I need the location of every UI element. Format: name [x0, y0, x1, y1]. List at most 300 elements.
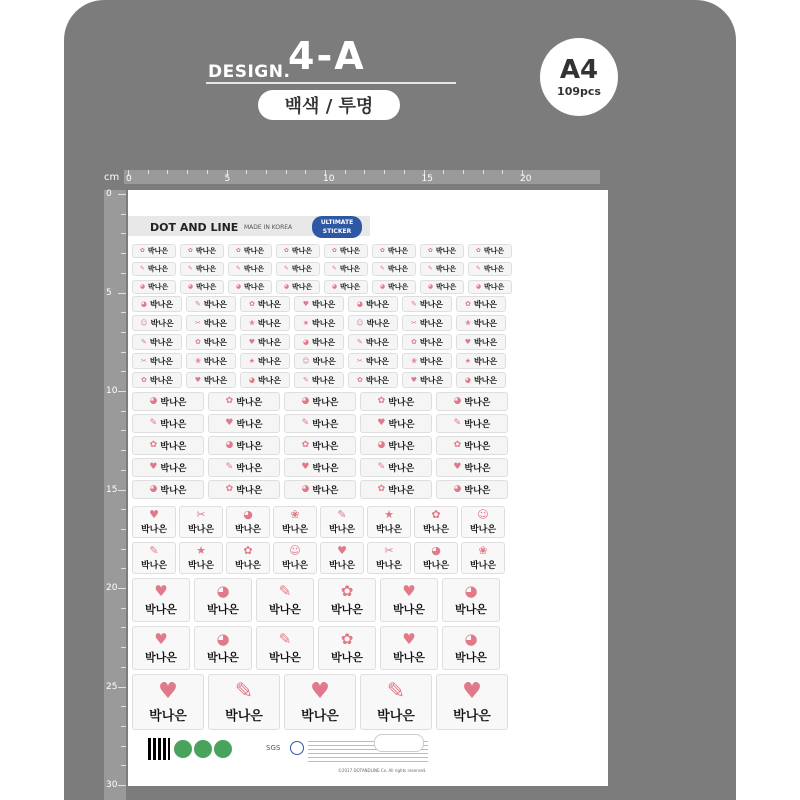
sticker-name-text: 박나은 [339, 283, 361, 291]
name-sticker [318, 578, 376, 622]
sticker-name-text: 박나은 [366, 318, 390, 328]
sticker-decoration-icon: ◕ [464, 375, 471, 384]
sticker-decoration-icon: ✎ [235, 265, 241, 272]
sticker-name-text: 박나은 [243, 265, 265, 273]
sticker-decoration-icon: ◕ [302, 337, 309, 346]
sticker-decoration-icon: ♥ [154, 581, 168, 600]
sticker-decoration-icon: ✿ [140, 375, 147, 384]
name-sticker [468, 244, 512, 258]
name-sticker [132, 353, 182, 369]
sticker-decoration-icon: ◕ [377, 440, 386, 450]
sticker-name-text: 박나은 [435, 283, 457, 291]
sticker-name-text: 박나은 [474, 356, 498, 366]
sticker-name-text: 박나은 [388, 464, 415, 474]
ruler-tick [121, 332, 126, 333]
name-sticker [228, 244, 272, 258]
sticker-decoration-icon: ✎ [140, 337, 147, 346]
sticker-decoration-icon: ✿ [410, 337, 417, 346]
sticker-decoration-icon: ☺ [356, 318, 364, 327]
sticker-decoration-icon: ✂ [140, 356, 147, 365]
name-sticker [284, 480, 356, 499]
sticker-name-text: 박나은 [469, 525, 497, 535]
sticker-decoration-icon: ✎ [149, 544, 159, 557]
sticker-name-text: 박나은 [269, 602, 301, 616]
ruler-tick [121, 371, 126, 372]
design-code: 4-A [288, 34, 366, 78]
sticker-decoration-icon: ✿ [340, 629, 354, 648]
sticker-name-text: 박나은 [393, 650, 425, 664]
sticker-decoration-icon: ✂ [410, 318, 417, 327]
sticker-decoration-icon: ♥ [462, 678, 482, 704]
sticker-name-text: 박나은 [258, 356, 282, 366]
sticker-decoration-icon: ✿ [464, 299, 471, 308]
name-sticker [380, 626, 438, 670]
name-sticker [226, 542, 270, 574]
sticker-name-text: 박나은 [469, 561, 497, 571]
ruler-label: 20 [106, 583, 118, 593]
name-sticker [442, 578, 500, 622]
sticker-decoration-icon: ★ [248, 356, 256, 365]
ruler-label: 5 [106, 287, 112, 298]
name-sticker [240, 353, 290, 369]
sticker-name-text: 박나은 [291, 283, 313, 291]
qr-code-icon [148, 738, 170, 760]
sticker-decoration-icon: ◕ [149, 484, 158, 494]
ruler-tick [463, 170, 464, 174]
sticker-decoration-icon: ◕ [187, 283, 193, 290]
sticker-decoration-icon: ✿ [301, 440, 310, 450]
sticker-decoration-icon: ✎ [278, 629, 292, 648]
sticker-name-text: 박나은 [331, 650, 363, 664]
ruler-label: 15 [106, 484, 118, 495]
sticker-name-text: 박나은 [375, 561, 403, 571]
name-sticker [380, 578, 438, 622]
sticker-sheet [128, 190, 608, 786]
name-sticker [294, 315, 344, 331]
sticker-decoration-icon: ❀ [464, 318, 471, 327]
name-sticker [420, 244, 464, 258]
sticker-name-text: 박나은 [160, 420, 187, 430]
sticker-name-text: 박나은 [243, 247, 265, 255]
sticker-name-text: 박나은 [149, 375, 174, 385]
sticker-name-text: 박나은 [312, 486, 339, 496]
name-sticker [180, 244, 224, 258]
brand-logo [312, 216, 362, 238]
sticker-decoration-icon: ✂ [196, 508, 206, 521]
ruler-tick [187, 170, 188, 174]
sticker-name-text: 박나은 [160, 442, 187, 452]
name-sticker [402, 334, 452, 350]
name-sticker [461, 506, 505, 538]
sticker-name-text: 박나은 [234, 561, 262, 571]
sticker-decoration-icon: ♥ [337, 544, 347, 557]
ruler-tick [121, 529, 126, 530]
name-sticker [402, 296, 452, 312]
ruler-tick [121, 608, 126, 609]
sticker-name-text: 박나은 [420, 375, 444, 385]
name-sticker [360, 414, 432, 433]
sticker-decoration-icon: ☺ [477, 508, 489, 521]
sticker-name-text: 박나은 [149, 337, 174, 347]
name-sticker [273, 506, 317, 538]
sticker-name-text: 박나은 [388, 442, 415, 452]
name-sticker [348, 334, 398, 350]
sticker-decoration-icon: ◕ [243, 508, 253, 521]
sticker-name-text: 박나은 [140, 525, 168, 535]
ruler-label: 25 [106, 681, 118, 692]
sticker-name-text: 박나은 [147, 247, 169, 255]
sticker-decoration-icon: ☺ [140, 318, 148, 327]
sticker-decoration-icon: ✎ [225, 462, 234, 472]
size-label: A4 [559, 54, 599, 85]
name-sticker [436, 414, 508, 433]
name-sticker [320, 506, 364, 538]
sticker-decoration-icon: ✎ [475, 265, 481, 272]
name-sticker [132, 392, 204, 411]
sticker-name-text: 박나은 [147, 283, 169, 291]
ruler-tick [118, 194, 126, 195]
name-sticker [132, 674, 204, 730]
ruler-tick [404, 170, 405, 174]
name-sticker [132, 244, 176, 258]
name-sticker [132, 626, 190, 670]
name-sticker [402, 372, 452, 388]
sticker-decoration-icon: ✿ [340, 581, 354, 600]
sticker-decoration-icon: ✿ [283, 247, 289, 254]
sticker-name-text: 박나은 [269, 650, 301, 664]
sticker-name-text: 박나은 [483, 247, 505, 255]
name-sticker [367, 506, 411, 538]
sticker-name-text: 박나은 [453, 708, 491, 724]
sticker-name-text: 박나은 [203, 337, 228, 347]
name-sticker [208, 392, 280, 411]
ruler-tick [121, 746, 126, 747]
sheet-footer [148, 738, 588, 778]
ruler-label: 10 [106, 386, 118, 396]
logo-line2: STICKER [322, 228, 352, 235]
sticker-decoration-icon: ✎ [410, 299, 417, 308]
sticker-name-text: 박나은 [312, 464, 339, 474]
name-sticker [132, 334, 182, 350]
sticker-decoration-icon: ★ [384, 508, 394, 521]
name-sticker [468, 280, 512, 294]
vertical-ruler [104, 190, 126, 800]
sticker-decoration-icon: ★ [464, 356, 472, 365]
sticker-decoration-icon: ✎ [302, 375, 309, 384]
sticker-name-text: 박나은 [328, 561, 356, 571]
sticker-name-text: 박나은 [419, 356, 444, 366]
sticker-decoration-icon: ✿ [453, 440, 462, 450]
name-sticker [436, 674, 508, 730]
sticker-decoration-icon: ✎ [278, 581, 292, 600]
sticker-name-text: 박나은 [474, 337, 498, 347]
ruler-tick [121, 568, 126, 569]
name-sticker [324, 244, 368, 258]
name-sticker [186, 353, 236, 369]
name-sticker [194, 626, 252, 670]
sticker-name-text: 박나은 [422, 525, 450, 535]
sticker-name-text: 박나은 [311, 337, 336, 347]
sticker-name-text: 박나은 [207, 602, 239, 616]
sticker-name-text: 박나은 [312, 318, 336, 328]
name-sticker [436, 458, 508, 477]
sticker-decoration-icon: ♥ [402, 581, 416, 600]
sticker-name-text: 박나은 [203, 356, 228, 366]
sticker-name-text: 박나은 [236, 442, 263, 452]
name-sticker [402, 353, 452, 369]
ruler-tick [121, 411, 126, 412]
sticker-name-text: 박나은 [464, 464, 491, 474]
name-sticker [294, 334, 344, 350]
ruler-tick [121, 706, 126, 707]
sticker-decoration-icon: ✿ [149, 440, 158, 450]
name-sticker [284, 458, 356, 477]
sticker-name-text: 박나은 [150, 318, 174, 328]
sticker-name-text: 박나은 [375, 525, 403, 535]
made-in-label: MADE IN KOREA [244, 224, 293, 231]
sticker-name-text: 박나은 [473, 318, 498, 328]
sticker-name-text: 박나은 [387, 247, 409, 255]
ruler-tick [121, 214, 126, 215]
name-sticker [367, 542, 411, 574]
sticker-decoration-icon: ✿ [427, 247, 433, 254]
name-sticker [240, 372, 290, 388]
sticker-decoration-icon: ✎ [234, 678, 254, 704]
sticker-name-text: 박나은 [455, 650, 487, 664]
sticker-decoration-icon: ✿ [235, 247, 241, 254]
name-sticker [132, 480, 204, 499]
sticker-decoration-icon: ♥ [154, 629, 168, 648]
sticker-decoration-icon: ✎ [337, 508, 347, 521]
sticker-decoration-icon: ✎ [187, 265, 193, 272]
name-sticker [208, 414, 280, 433]
name-sticker [180, 280, 224, 294]
name-sticker [372, 244, 416, 258]
sticker-decoration-icon: ♥ [158, 678, 178, 704]
sticker-name-text: 박나은 [435, 247, 457, 255]
ruler-label: 5 [224, 174, 231, 184]
certification-icons [174, 740, 234, 758]
ruler-tick [483, 170, 484, 174]
ruler-tick [121, 352, 126, 353]
ruler-tick [345, 170, 346, 174]
name-sticker [132, 315, 182, 331]
ruler-tick [305, 170, 306, 174]
sticker-decoration-icon: ✿ [139, 247, 145, 254]
ruler-tick [118, 293, 126, 294]
name-sticker [294, 372, 344, 388]
sticker-name-text: 박나은 [339, 247, 361, 255]
ruler-tick [121, 765, 126, 766]
sticker-decoration-icon: ✎ [194, 299, 201, 308]
sticker-decoration-icon: ✎ [283, 265, 289, 272]
name-sticker [420, 262, 464, 276]
name-sticker [360, 458, 432, 477]
sticker-decoration-icon: ✿ [243, 544, 253, 557]
sticker-name-text: 박나은 [473, 299, 498, 309]
name-sticker [442, 626, 500, 670]
sticker-name-text: 박나은 [328, 525, 356, 535]
logo-line1: ULTIMATE [320, 219, 354, 226]
sticker-decoration-icon: ❀ [410, 356, 417, 365]
sticker-decoration-icon: ◕ [379, 283, 385, 290]
sticker-name-text: 박나은 [187, 561, 215, 571]
sticker-name-text: 박나은 [388, 398, 415, 408]
sticker-decoration-icon: ★ [196, 544, 206, 557]
sticker-decoration-icon: ✿ [187, 247, 193, 254]
sticker-decoration-icon: ◕ [283, 283, 289, 290]
sticker-name-text: 박나은 [388, 420, 415, 430]
sticker-decoration-icon: ◕ [331, 283, 337, 290]
name-sticker [208, 436, 280, 455]
sticker-name-text: 박나은 [149, 299, 174, 309]
sticker-name-text: 박나은 [483, 283, 505, 291]
sticker-decoration-icon: ☺ [302, 356, 310, 365]
name-sticker [180, 262, 224, 276]
sticker-decoration-icon: ✿ [248, 299, 255, 308]
ruler-tick [364, 170, 365, 174]
ruler-tick [121, 627, 126, 628]
name-sticker [208, 480, 280, 499]
sticker-name-text: 박나은 [331, 602, 363, 616]
sticker-decoration-icon: ◕ [431, 544, 441, 557]
sticker-name-text: 박나은 [149, 708, 187, 724]
ruler-tick [121, 233, 126, 234]
sticker-name-text: 박나은 [419, 318, 444, 328]
name-sticker [461, 542, 505, 574]
name-sticker [294, 296, 344, 312]
sticker-name-text: 박나은 [387, 283, 409, 291]
copyright: ©2017 DOTANDLINE Co. All rights reserved. [338, 768, 427, 773]
sticker-name-text: 박나은 [149, 356, 174, 366]
name-sticker [179, 542, 223, 574]
horizontal-ruler [124, 170, 600, 184]
ruler-label: 30 [106, 780, 118, 790]
sticker-name-text: 박나은 [145, 650, 177, 664]
sticker-decoration-icon: ◕ [216, 581, 230, 600]
ruler-label: 0 [106, 189, 112, 199]
sticker-decoration-icon: ✿ [194, 337, 201, 346]
sticker-decoration-icon: ☺ [289, 544, 301, 557]
kc-mark-icon [290, 741, 304, 755]
sticker-name-text: 박나은 [365, 337, 390, 347]
ruler-unit: cm [104, 172, 120, 183]
sticker-name-text: 박나은 [339, 265, 361, 273]
name-sticker [186, 372, 236, 388]
sticker-name-text: 박나은 [236, 420, 263, 430]
name-sticker [456, 334, 506, 350]
name-sticker [194, 578, 252, 622]
name-sticker [132, 296, 182, 312]
sticker-name-text: 박나은 [388, 486, 415, 496]
name-sticker [273, 542, 317, 574]
name-sticker [436, 392, 508, 411]
sticker-name-text: 박나은 [312, 356, 336, 366]
sticker-name-text: 박나은 [203, 299, 228, 309]
name-sticker [276, 244, 320, 258]
sticker-decoration-icon: ♥ [410, 375, 418, 384]
sticker-name-text: 박나은 [387, 265, 409, 273]
sticker-decoration-icon: ❀ [478, 544, 488, 557]
sticker-name-text: 박나은 [312, 442, 339, 452]
name-sticker [132, 372, 182, 388]
name-sticker [456, 372, 506, 388]
sticker-name-text: 박나은 [419, 337, 444, 347]
sticker-decoration-icon: ♥ [225, 418, 234, 428]
sticker-name-text: 박나은 [312, 420, 339, 430]
name-sticker [318, 626, 376, 670]
sticker-decoration-icon: ◕ [139, 283, 145, 290]
name-sticker [179, 506, 223, 538]
name-sticker [276, 280, 320, 294]
sticker-decoration-icon: ✿ [475, 247, 481, 254]
name-sticker [360, 436, 432, 455]
sticker-name-text: 박나은 [312, 299, 336, 309]
title-underline [206, 82, 456, 84]
sticker-name-text: 박나은 [301, 708, 339, 724]
sticker-name-text: 박나은 [257, 299, 282, 309]
ruler-tick [502, 170, 503, 174]
ruler-tick [246, 170, 247, 174]
ruler-tick [121, 647, 126, 648]
sticker-name-text: 박나은 [236, 398, 263, 408]
ruler-label: 10 [323, 174, 335, 184]
ruler-tick [118, 490, 126, 491]
name-sticker [132, 542, 176, 574]
name-sticker [360, 392, 432, 411]
name-sticker [372, 262, 416, 276]
sticker-name-text: 박나은 [234, 525, 262, 535]
name-sticker [284, 392, 356, 411]
sticker-decoration-icon: ✎ [377, 462, 386, 472]
sticker-name-text: 박나은 [483, 265, 505, 273]
sticker-decoration-icon: ✿ [225, 484, 234, 494]
design-label: DESIGN. [208, 62, 291, 82]
ruler-tick [286, 170, 287, 174]
sticker-name-text: 박나은 [204, 375, 228, 385]
sticker-name-text: 박나은 [291, 265, 313, 273]
sticker-decoration-icon: ♥ [310, 678, 330, 704]
ruler-tick [118, 588, 126, 589]
ruler-tick [207, 170, 208, 174]
sticker-decoration-icon: ★ [302, 318, 310, 327]
sticker-name-text: 박나은 [187, 525, 215, 535]
ruler-tick [121, 549, 126, 550]
sticker-decoration-icon: ❀ [248, 318, 255, 327]
sticker-name-text: 박나은 [464, 398, 491, 408]
sheet-title: DOT AND LINE [150, 221, 239, 234]
ruler-label: 20 [520, 174, 532, 184]
name-sticker [360, 480, 432, 499]
sticker-decoration-icon: ◕ [427, 283, 433, 290]
ruler-tick [121, 253, 126, 254]
sticker-decoration-icon: ◕ [225, 440, 234, 450]
sticker-name-text: 박나은 [422, 561, 450, 571]
name-sticker [132, 458, 204, 477]
name-sticker [324, 280, 368, 294]
piece-count: 109pcs [557, 84, 601, 98]
name-sticker [348, 315, 398, 331]
sticker-name-text: 박나은 [365, 299, 390, 309]
sticker-decoration-icon: ✿ [356, 375, 363, 384]
sticker-decoration-icon: ♥ [464, 337, 472, 346]
sticker-decoration-icon: ✎ [386, 678, 406, 704]
name-sticker [372, 280, 416, 294]
sticker-decoration-icon: ✿ [331, 247, 337, 254]
sticker-decoration-icon: ✿ [377, 484, 386, 494]
sticker-decoration-icon: ◕ [140, 299, 147, 308]
sticker-name-text: 박나은 [393, 602, 425, 616]
